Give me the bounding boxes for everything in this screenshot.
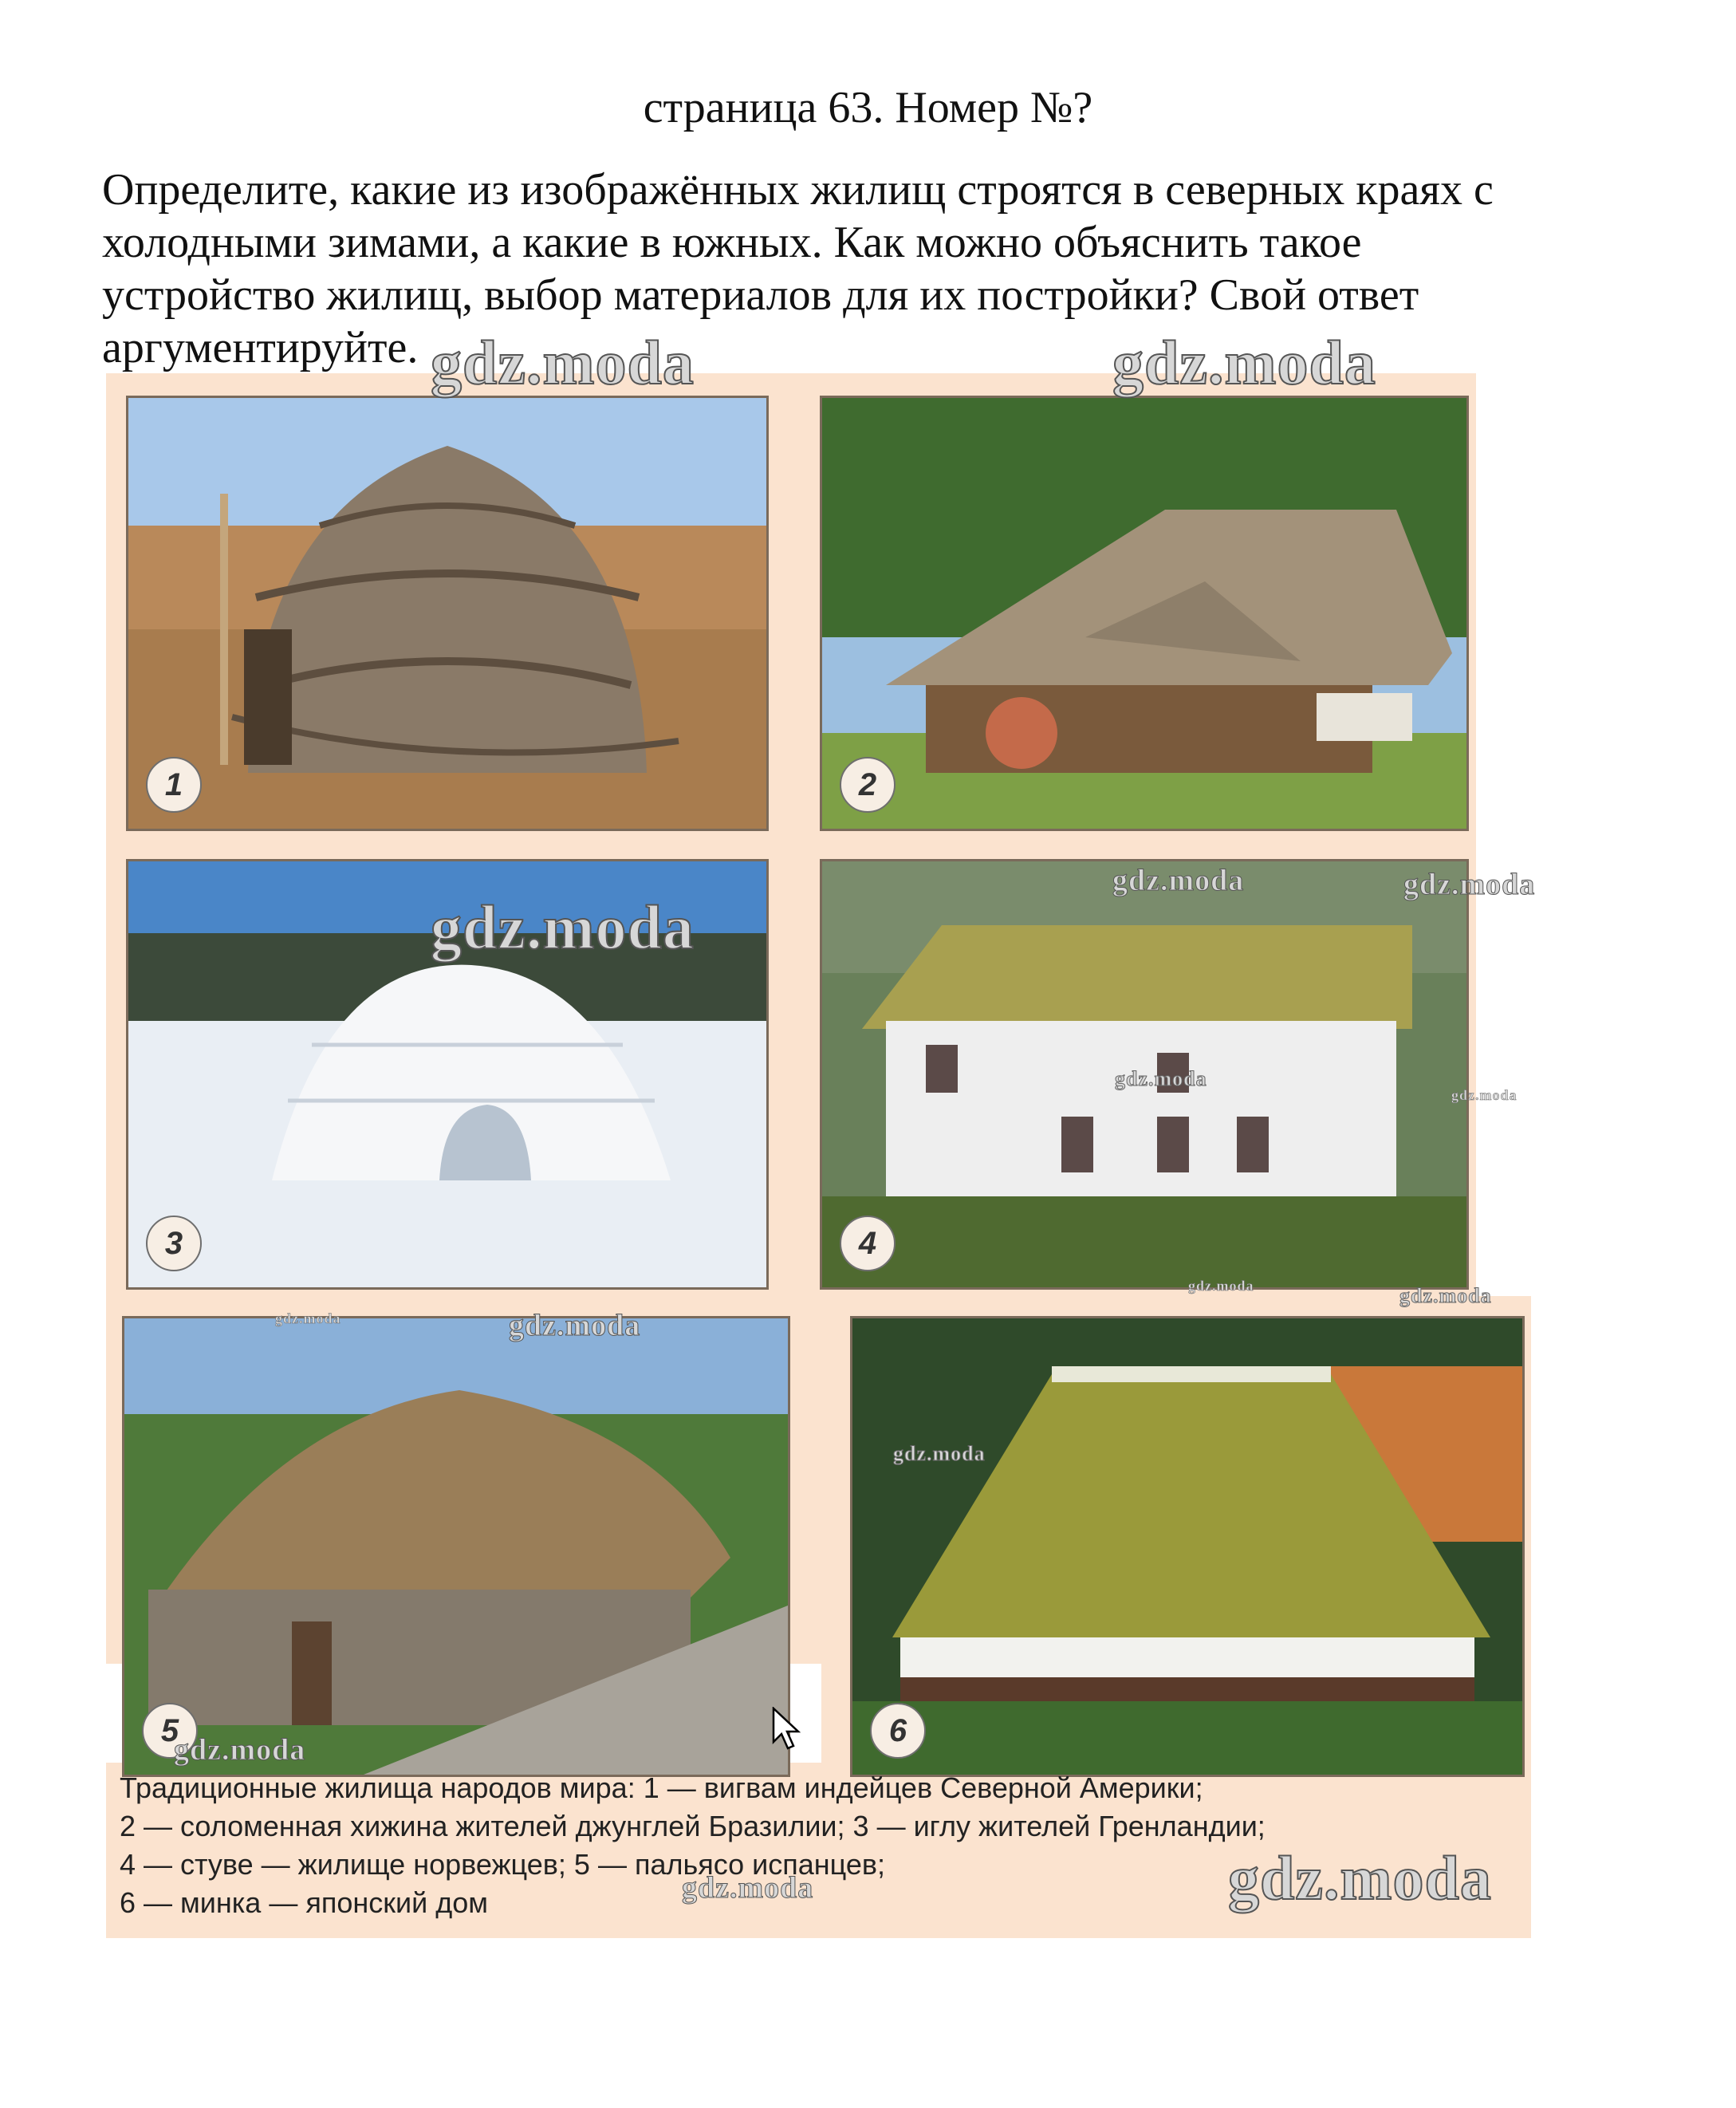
page-header: страница 63. Номер №? — [643, 83, 1093, 132]
photo-wigwam — [126, 396, 769, 831]
watermark: gdz.moda — [1112, 864, 1245, 897]
caption-line: Традиционные жилища народов мира: 1 — вигвам индейцев Северной Америки; — [120, 1771, 1203, 1804]
photo-palloza — [122, 1316, 790, 1777]
photo-number-badge: 6 — [870, 1703, 926, 1759]
watermark: gdz.moda — [509, 1309, 641, 1342]
watermark: gdz.moda — [1399, 1284, 1492, 1307]
watermark: gdz.moda — [1451, 1087, 1518, 1103]
caption-line: 2 — соломенная хижина жителей джунглей Бразилии; 3 — иглу жителей Гренландии; — [120, 1810, 1266, 1842]
task-line: устройство жилищ, выбор материалов для их постройки? Свой ответ — [102, 270, 1419, 320]
watermark: gdz.moda — [174, 1733, 306, 1767]
japanese-minka-icon — [852, 1318, 1522, 1775]
photo-minka — [850, 1316, 1525, 1777]
task-text — [102, 164, 1641, 374]
watermark: gdz.moda — [1112, 328, 1376, 397]
photo-number-badge: 3 — [146, 1216, 202, 1271]
watermark: gdz.moda — [682, 1871, 814, 1905]
photo-thatched-hut — [820, 396, 1469, 831]
watermark: gdz.moda — [1115, 1067, 1207, 1090]
task-line: Определите, какие из изображённых жилищ строятся в северных краях с — [102, 165, 1494, 215]
stone-palloza-icon — [124, 1318, 788, 1775]
photo-number-badge: 4 — [840, 1216, 896, 1271]
watermark: gdz.moda — [893, 1442, 986, 1465]
watermark: gdz.moda — [1228, 1843, 1492, 1913]
task-line: холодными зимами, а какие в южных. Как можно объяснить такое — [102, 218, 1362, 267]
caption-line: 4 — стуве — жилище норвежцев; 5 — пальясо испанцев; — [120, 1848, 886, 1881]
watermark: gdz.moda — [275, 1310, 341, 1326]
caption-line: 6 — минка — японский дом — [120, 1886, 488, 1919]
photo-number-badge: 1 — [146, 757, 202, 813]
photo-number-badge: 5 — [142, 1703, 198, 1759]
photo-number-badge: 2 — [840, 757, 896, 813]
watermark: gdz.moda — [431, 892, 695, 962]
thatched-stilt-hut-icon — [822, 398, 1466, 829]
watermark: gdz.moda — [431, 328, 695, 397]
mouse-cursor-icon — [772, 1707, 802, 1751]
task-line: аргументируйте. — [102, 323, 419, 372]
wigwam-bark-hut-icon — [128, 398, 766, 829]
watermark: gdz.moda — [1188, 1278, 1254, 1294]
watermark: gdz.moda — [1403, 868, 1536, 901]
